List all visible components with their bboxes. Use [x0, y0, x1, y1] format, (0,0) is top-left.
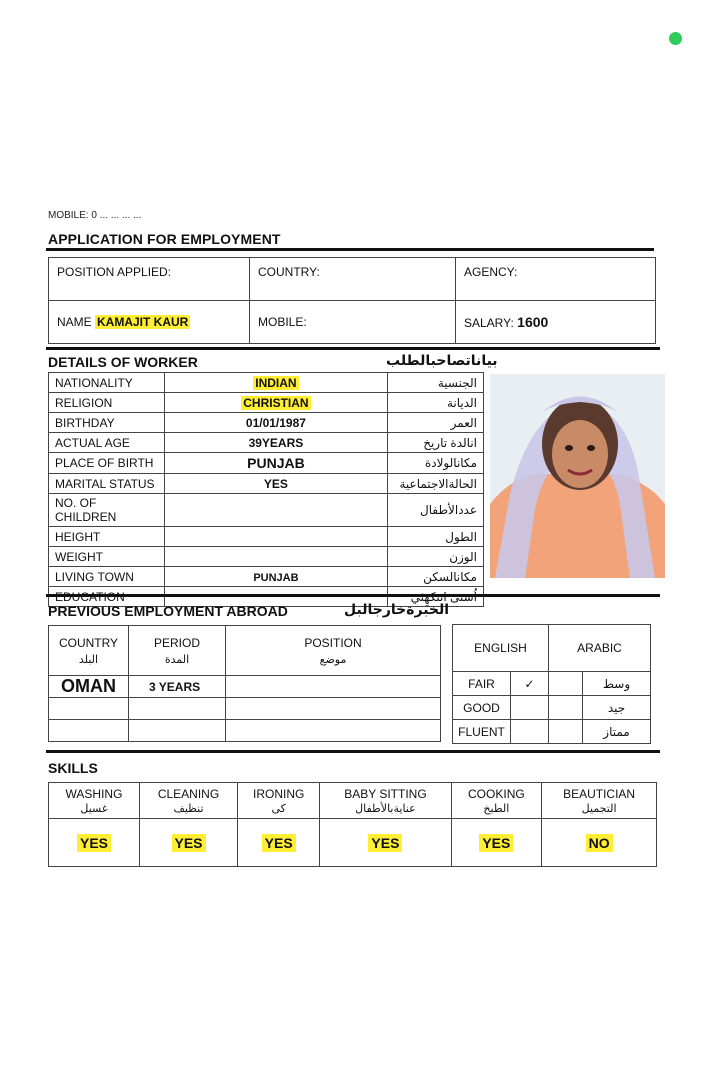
mobile-cell [250, 301, 456, 344]
worker-field-arabic: الديانة [388, 393, 484, 413]
lang-level-good: GOOD [453, 696, 511, 720]
worker-row [49, 494, 484, 527]
worker-row [49, 373, 484, 393]
prev-period-value: 3 YEARS [129, 676, 226, 698]
lang-arabic-header: ARABIC [549, 625, 651, 672]
worker-field-label: HEIGHT [49, 527, 165, 547]
skill-name: WASHING [65, 787, 123, 801]
name-value: KAMAJIT KAUR [97, 315, 189, 329]
skills-rule [46, 750, 660, 753]
position-label: POSITION APPLIED: [57, 265, 172, 279]
worker-field-label: ACTUAL AGE [49, 433, 165, 453]
worker-field-value-text: CHRISTIAN [243, 395, 309, 410]
worker-field-arabic: الطول [388, 527, 484, 547]
col-position [226, 626, 441, 676]
skill-value: YES [262, 834, 296, 852]
lang-english-header: ENGLISH [453, 625, 549, 672]
skill-header [238, 783, 320, 819]
empty-cell [49, 698, 129, 720]
col-period [129, 626, 226, 676]
worker-row [49, 527, 484, 547]
worker-row [49, 393, 484, 413]
worker-field-value [164, 567, 387, 587]
empty-cell [226, 720, 441, 742]
title-rule [46, 248, 654, 251]
worker-field-label: PLACE OF BIRTH [49, 453, 165, 474]
worker-field-value-text: YES [263, 476, 288, 491]
skill-header [49, 783, 140, 819]
worker-field-value [164, 433, 387, 453]
worker-field-value [164, 393, 387, 413]
skill-value-cell [320, 819, 451, 867]
worker-row [49, 433, 484, 453]
worker-field-label: MARITAL STATUS [49, 474, 165, 494]
skill-value-cell [542, 819, 657, 867]
lang-level-fluent: FLUENT [453, 720, 511, 744]
cut-header-text: MOBILE: 0 ... ... ... ... [48, 210, 142, 221]
name-cell [49, 301, 250, 344]
col-country-label: COUNTRY [58, 635, 119, 650]
agency-label: AGENCY: [464, 265, 518, 279]
skill-value: NO [586, 834, 613, 852]
empty-cell [511, 720, 549, 744]
worker-field-arabic: العمر [388, 413, 484, 433]
country-label: COUNTRY: [258, 265, 320, 279]
skill-name: CLEANING [157, 787, 220, 801]
skill-value: YES [479, 834, 513, 852]
country-cell [250, 258, 456, 301]
salary-label: SALARY: [464, 316, 514, 330]
worker-field-value-text: 39YEARS [248, 435, 304, 450]
worker-field-label: RELIGION [49, 393, 165, 413]
skill-value: YES [77, 834, 111, 852]
skill-value-cell [238, 819, 320, 867]
worker-field-value-text: PUNJAB [247, 455, 305, 471]
name-label: NAME [57, 315, 92, 329]
col-period-ar: المدة [164, 653, 190, 666]
worker-heading-ar: بياناتصاحبالطلب [386, 352, 498, 368]
col-position-label: POSITION [304, 635, 362, 650]
worker-field-arabic: الجنسية [388, 373, 484, 393]
skill-value: YES [368, 834, 402, 852]
skill-header [140, 783, 238, 819]
previous-employment-table [48, 625, 441, 742]
lang-ar-good: جيد [583, 696, 651, 720]
previous-heading: PREVIOUS EMPLOYMENT ABROAD [48, 603, 288, 619]
skill-name-ar: الطبخ [483, 803, 510, 815]
skill-header [451, 783, 542, 819]
empty-cell [129, 698, 226, 720]
worker-field-value [164, 527, 387, 547]
skill-name-ar: عنايةبالأطفال [355, 803, 416, 815]
worker-field-value [164, 547, 387, 567]
worker-row [49, 474, 484, 494]
worker-field-value-text: PUNJAB [253, 571, 299, 584]
position-cell [49, 258, 250, 301]
application-table [48, 257, 656, 344]
lang-ar-fair: وسط [583, 672, 651, 696]
worker-field-arabic: الحالةالاجتماعية [388, 474, 484, 494]
worker-rule [46, 347, 660, 350]
worker-field-label: LIVING TOWN [49, 567, 165, 587]
worker-field-label: WEIGHT [49, 547, 165, 567]
worker-field-value-text: 01/01/1987 [245, 415, 306, 430]
skill-name: COOKING [468, 787, 525, 801]
worker-field-arabic: مكانالولادة [388, 453, 484, 474]
empty-cell [549, 696, 583, 720]
skill-name-ar: تنظيف [173, 803, 204, 815]
mobile-label: MOBILE: [258, 315, 307, 329]
worker-row [49, 567, 484, 587]
worker-row [49, 453, 484, 474]
empty-cell [129, 720, 226, 742]
empty-cell [511, 696, 549, 720]
worker-field-value-text: INDIAN [255, 375, 297, 390]
agency-cell [456, 258, 656, 301]
worker-field-value [164, 474, 387, 494]
previous-rule [46, 594, 660, 597]
worker-field-value [164, 413, 387, 433]
empty-cell [549, 720, 583, 744]
skills-heading: SKILLS [48, 760, 98, 776]
empty-cell [549, 672, 583, 696]
status-dot [669, 32, 682, 45]
language-table [452, 624, 651, 744]
previous-heading-ar: الخبرةخارجالبل [344, 601, 450, 617]
skill-name: BABY SITTING [344, 787, 427, 801]
skill-header [320, 783, 451, 819]
worker-row [49, 547, 484, 567]
worker-details-table [48, 372, 484, 607]
worker-row [49, 413, 484, 433]
worker-field-label: NATIONALITY [49, 373, 165, 393]
skill-value: YES [172, 834, 206, 852]
lang-ar-fluent: ممتاز [583, 720, 651, 744]
col-period-label: PERIOD [153, 635, 200, 650]
form-title: APPLICATION FOR EMPLOYMENT [48, 231, 281, 247]
worker-field-arabic: انالدة تاريخ [388, 433, 484, 453]
skill-value-cell [140, 819, 238, 867]
empty-cell [49, 720, 129, 742]
salary-value: 1600 [517, 314, 549, 330]
skills-table [48, 782, 657, 867]
skill-name: IRONING [253, 787, 305, 801]
skill-value-cell [49, 819, 140, 867]
col-country [49, 626, 129, 676]
skill-name: BEAUTICIAN [563, 787, 636, 801]
col-position-ar: موضع [319, 653, 347, 666]
skill-name-ar: التجميل [581, 803, 617, 815]
prev-position-value [226, 676, 441, 698]
worker-photo [490, 374, 665, 578]
skill-value-cell [451, 819, 542, 867]
worker-field-value [164, 373, 387, 393]
worker-field-arabic: الوزن [388, 547, 484, 567]
prev-country-value: OMAN [49, 676, 129, 698]
worker-field-arabic: عددالأطفال [388, 494, 484, 527]
worker-field-label: BIRTHDAY [49, 413, 165, 433]
skill-name-ar: کی [271, 803, 286, 815]
worker-heading: DETAILS OF WORKER [48, 354, 198, 370]
worker-field-value [164, 494, 387, 527]
col-country-ar: البلد [78, 653, 99, 666]
worker-field-arabic: مكانالسكن [388, 567, 484, 587]
skill-header [542, 783, 657, 819]
empty-cell [226, 698, 441, 720]
worker-field-label: NO. OF CHILDREN [49, 494, 165, 527]
lang-check-mark: ✓ [511, 672, 549, 696]
worker-field-value [164, 453, 387, 474]
skill-name-ar: غسيل [80, 803, 108, 815]
salary-cell [456, 301, 656, 344]
lang-level-fair: FAIR [453, 672, 511, 696]
